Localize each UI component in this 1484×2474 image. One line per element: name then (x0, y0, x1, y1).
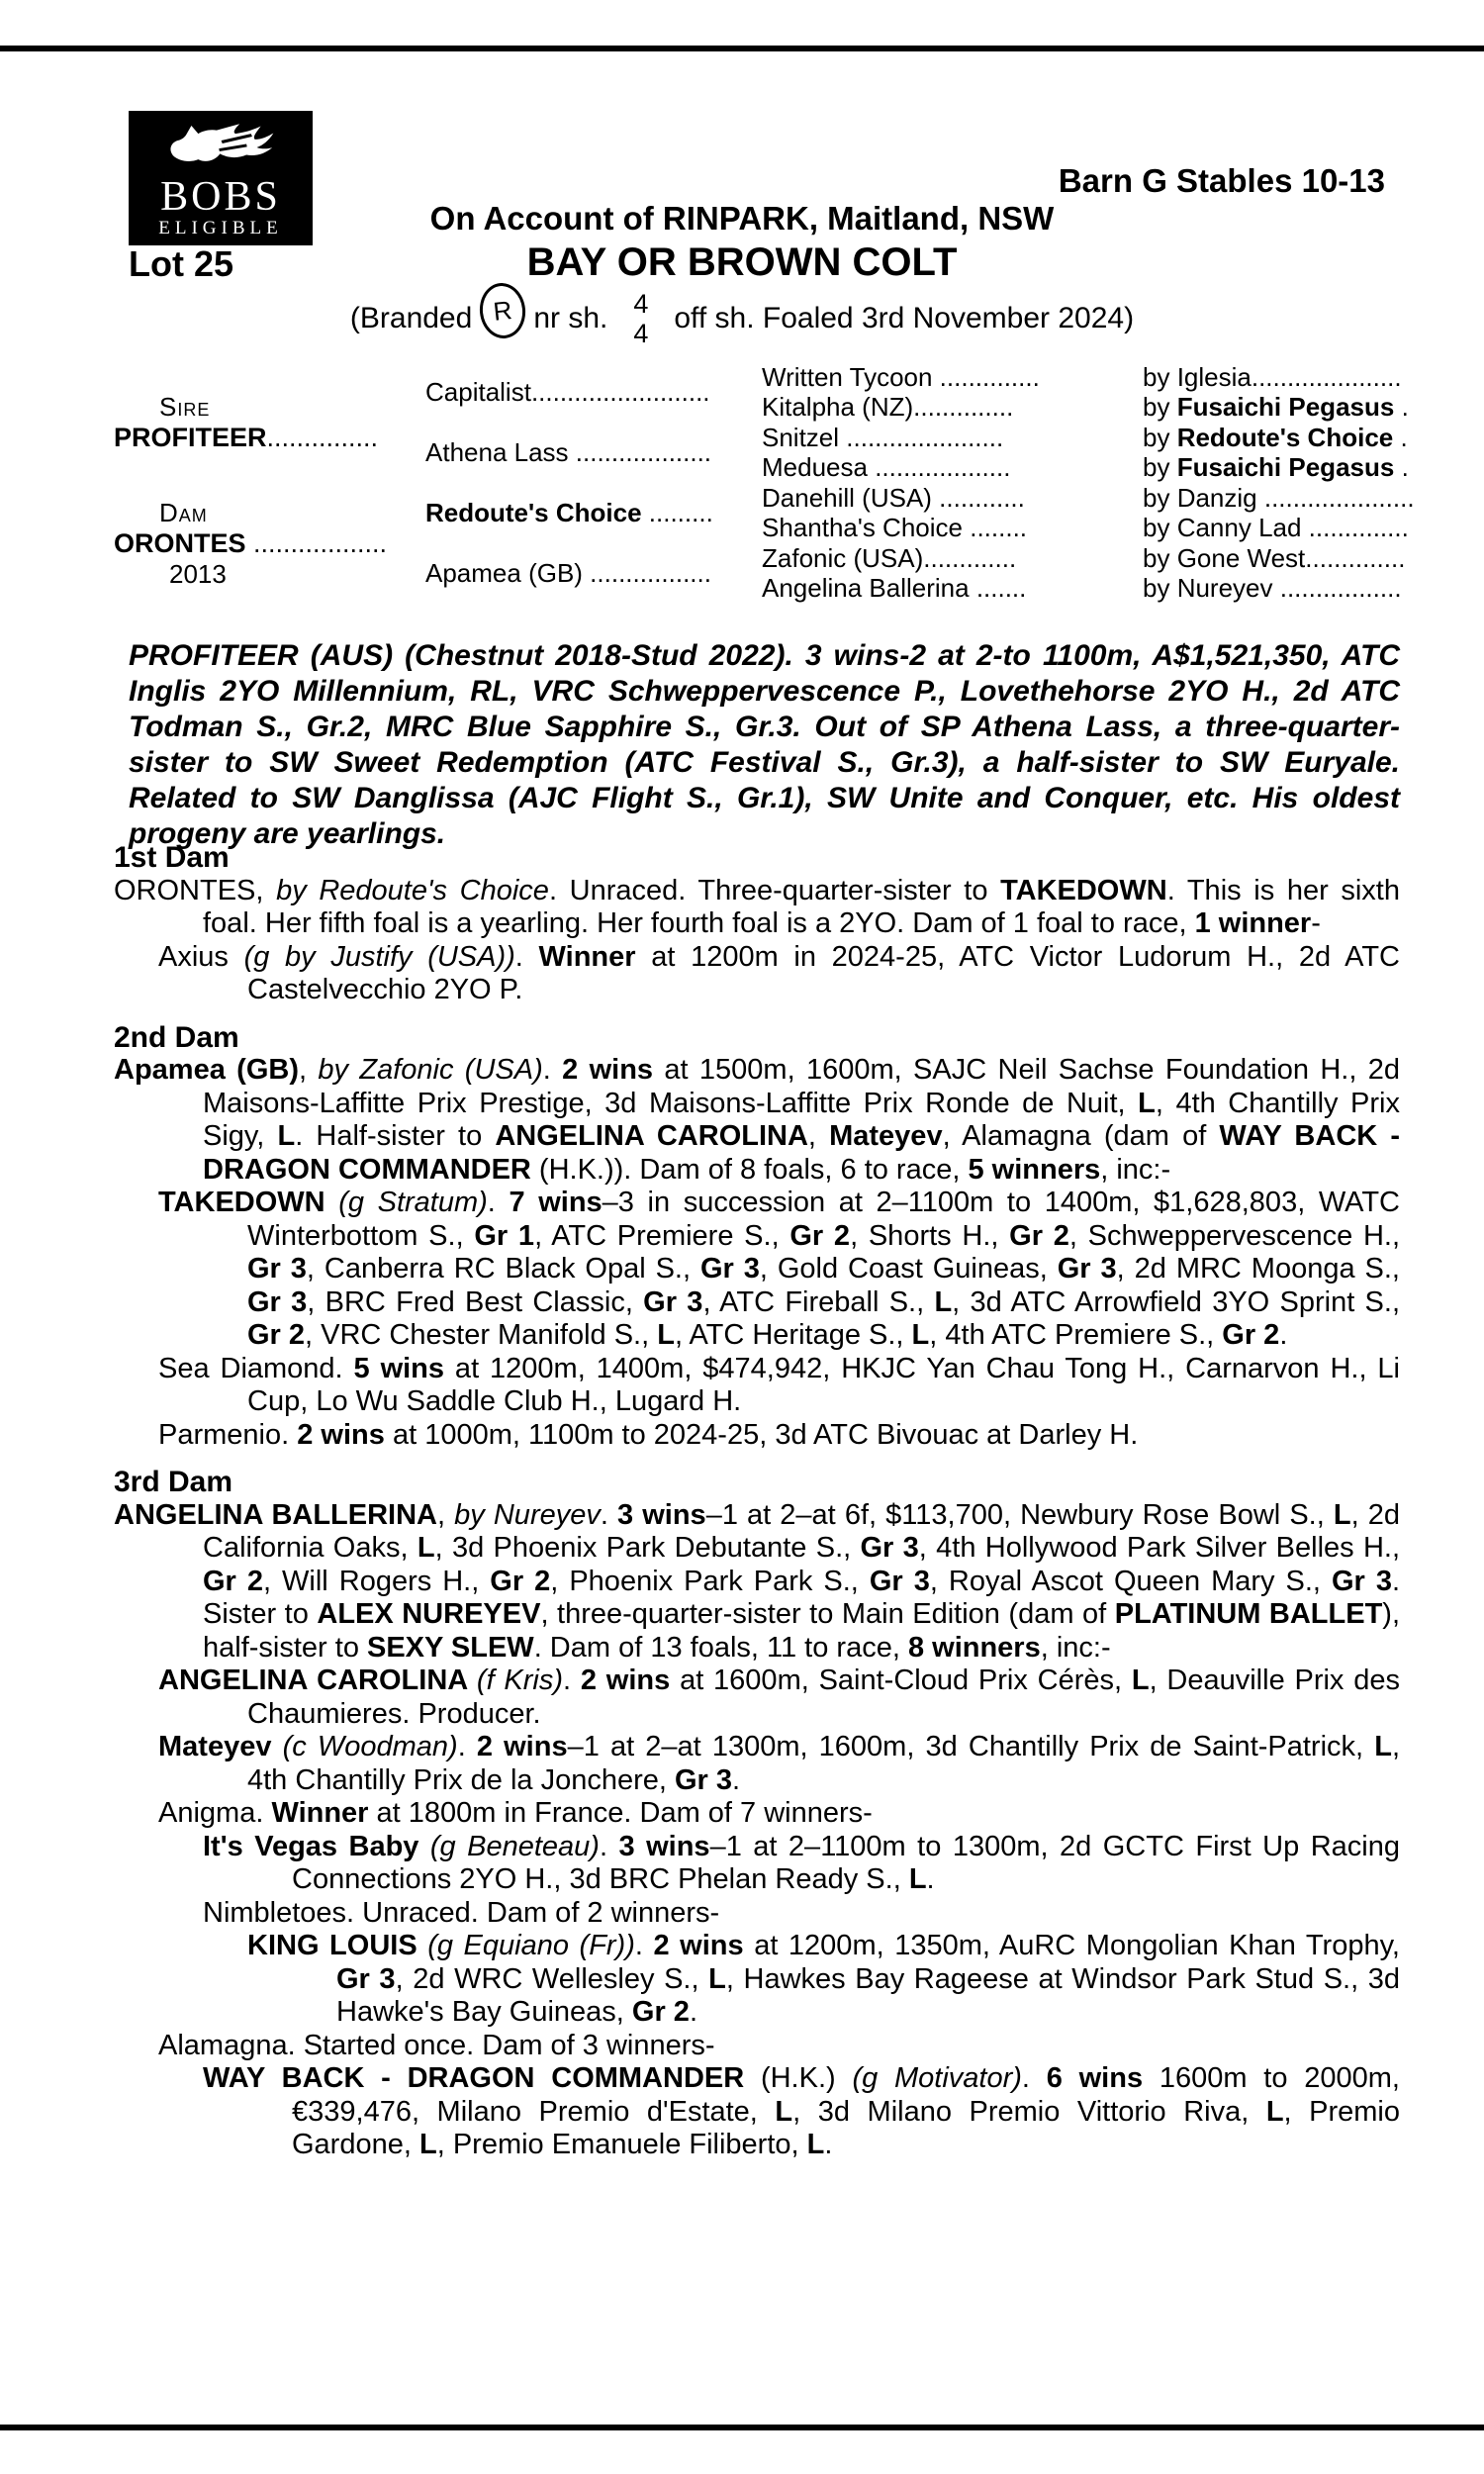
pedigree-gen2-3: Redoute's Choice ......... (425, 498, 713, 527)
section-heading: 1st Dam (114, 841, 230, 874)
pedigree-gen3-sire-4: by Fusaichi Pegasus . (1143, 452, 1409, 483)
barn-info: Barn G Stables 10-13 (1058, 162, 1385, 199)
sire-block (114, 362, 425, 483)
brand-fraction (633, 289, 648, 348)
pedigree-paragraph: Nimbletoes. Unraced. Dam of 2 winners- (203, 1896, 720, 1929)
pedigree-paragraph: Mateyev (c Woodman). 2 wins–1 at 2–at 1300m, 1600m, 3d Chantilly Prix de Saint-Patrick, L, 4th Chantilly Prix de la Jonchere, Gr 3. (158, 1731, 1400, 1796)
branded-line (0, 289, 1484, 348)
pedigree-paragraph: Sea Diamond. 5 wins at 1200m, 1400m, $474,942, HKJC Yan Chau Tong H., Carnarvon H., Li Cup, Lo Wu Saddle Club H., Lugard H. (158, 1352, 1400, 1417)
pedigree-paragraph: Alamagna. Started once. Dam of 3 winners- (158, 2029, 715, 2061)
pedigree-gen3-name-1: Written Tycoon .............. (762, 361, 1040, 392)
dam-block (114, 483, 425, 604)
lot-number: Lot 25 (129, 243, 234, 284)
pedigree-table (114, 361, 1415, 604)
pedigree-paragraph: Anigma. Winner at 1800m in France. Dam of 7 winners- (158, 1797, 873, 1829)
dam-year: 2013 (169, 558, 227, 589)
pedigree-gen3-sire-5: by Danzig ..................... (1143, 482, 1415, 513)
pedigree-gen3-name-4: Meduesa ................... (762, 452, 1011, 483)
sire-label: Sire (159, 392, 211, 422)
pedigree-paragraph: KING LOUIS (g Equiano (Fr)). 2 wins at 1200m, 1350m, AuRC Mongolian Khan Trophy, Gr 3, 2d WRC Wellesley S., L, Hawkes Bay Rageese at Windsor Park Stud S., 3d Hawke's Bay Guineas, Gr 2. (247, 1930, 1400, 2028)
pedigree-gen3-sire-3: by Redoute's Choice . (1143, 422, 1408, 452)
pedigree-gen3-name-3: Snitzel ...................... (762, 422, 1004, 452)
brand-fraction-bottom: 4 (633, 319, 649, 348)
pedigree-gen2-2: Athena Lass ................... (425, 437, 712, 467)
pedigree-paragraph: Apamea (GB), by Zafonic (USA). 2 wins at 1500m, 1600m, SAJC Neil Sachse Foundation H., 2d Maisons-Laffitte Prix Prestige, 3d Maisons-Laffitte Prix Ronde de Nuit, L, 4th Chantilly Prix Sigy, L. Half-sister to ANGELINA CAROLINA, Mateyev, Alamagna (dam of WAY BACK - DRAGON COMMANDER (H.K.)). Dam of 8 foals, 6 to race, 5 winners, inc:- (114, 1054, 1401, 1186)
sire-name: PROFITEER............... (114, 423, 379, 452)
pedigree-gen3-name-8: Angelina Ballerina ....... (762, 573, 1027, 604)
pedigree-gen2-4: Apamea (GB) ................. (425, 558, 711, 588)
pedigree-paragraph: It's Vegas Baby (g Beneteau). 3 wins–1 at 2–1100m to 1300m, 2d GCTC First Up Racing Connections 2YO H., 3d BRC Phelan Ready S., L. (203, 1830, 1400, 1895)
pedigree-gen3-sire-6: by Canny Lad .............. (1143, 513, 1409, 543)
section-heading: 3rd Dam (114, 1466, 233, 1498)
branded-suffix: off sh. Foaled 3rd November 2024) (674, 302, 1135, 334)
pedigree-paragraph: Axius (g by Justify (USA)). Winner at 1200m in 2024-25, ATC Victor Ludorum H., 2d ATC Castelvecchio 2YO P. (158, 940, 1400, 1005)
pedigree-gen3-sire-8: by Nureyev ................. (1143, 573, 1402, 604)
brand-fraction-top: 4 (633, 289, 649, 319)
pedigree-gen3-sire-2: by Fusaichi Pegasus . (1143, 392, 1409, 423)
pedigree-paragraph: TAKEDOWN (g Stratum). 7 wins–3 in succession at 2–1100m to 1400m, $1,628,803, WATC Winterbottom S., Gr 1, ATC Premiere S., Gr 2, Shorts H., Gr 2, Schweppervescence H., Gr 3, Canberra RC Black Opal S., Gr 3, Gold Coast Guineas, Gr 3, 2d MRC Moonga S., Gr 3, BRC Fred Best Classic, Gr 3, ATC Fireball S., L, 3d ATC Arrowfield 3YO Sprint S., Gr 2, VRC Chester Manifold S., L, ATC Heritage S., L, 4th ATC Premiere S., Gr 2. (158, 1187, 1401, 1351)
pedigree-gen3-sire-1: by Iglesia ..................... (1143, 361, 1402, 392)
pedigree-gen3-name-2: Kitalpha (NZ) .............. (762, 392, 1014, 423)
bobs-logo-title: BOBS (160, 174, 281, 220)
pedigree-paragraph: ORONTES, by Redoute's Choice. Unraced. Three-quarter-sister to TAKEDOWN. This is her sixth foal. Her fifth foal is a yearling. Her fourth foal is a 2YO. Dam of 1 foal to race, 1 winner- (114, 874, 1400, 939)
pedigree-paragraph: ANGELINA CAROLINA (f Kris). 2 wins at 1600m, Saint-Cloud Prix Cérès, L, Deauville Prix des Chaumieres. Producer. (158, 1665, 1400, 1730)
pedigree-paragraph: Parmenio. 2 wins at 1000m, 1100m to 2024-25, 3d ATC Bivouac at Darley H. (158, 1418, 1139, 1451)
pedigree-gen3-name-5: Danehill (USA) ............ (762, 482, 1025, 513)
sire-summary: PROFITEER (AUS) (Chestnut 2018-Stud 2022). 3 wins-2 at 2-to 1100m, A$1,521,350, ATC Inglis 2YO Millennium, RL, VRC Schweppervescence P., Lovethehorse 2YO H., 2d ATC Todman S., Gr.2, MRC Blue Sapphire S., Gr.3. Out of SP Athena Lass, a three-quarter-sister to SW Sweet Redemption (ATC Festival S., Gr.3), a half-sister to SW Euryale. Related to SW Danglissa (AJC Flight S., Gr.1), SW Unite and Conquer, etc. His oldest progeny are yearlings. (129, 639, 1400, 850)
pedigree-paragraph: WAY BACK - DRAGON COMMANDER (H.K.) (g Motivator). 6 wins 1600m to 2000m, €339,476, Milano Premio d'Estate, L, 3d Milano Premio Vittorio Riva, L, Premio Gardone, L, Premio Emanuele Filiberto, L. (203, 2062, 1400, 2160)
branded-near-side: nr sh. (533, 302, 608, 334)
pedigree-gen2-1: Capitalist ......................... (425, 377, 710, 407)
page-title: BAY OR BROWN COLT (526, 240, 958, 284)
pedigree-gen3-name-6: Shantha's Choice ........ (762, 513, 1028, 543)
bottom-rule (0, 2425, 1484, 2430)
top-rule (0, 46, 1484, 51)
pedigree-gen3-name-7: Zafonic (USA) ............. (762, 542, 1017, 573)
pedigree-gen3-sire-7: by Gone West .............. (1143, 542, 1406, 573)
bobs-logo-subtitle: ELIGIBLE (158, 218, 283, 238)
account-line: On Account of RINPARK, Maitland, NSW (429, 200, 1055, 237)
horse-head-icon (145, 117, 296, 176)
dam-label: Dam (159, 497, 208, 527)
pedigree-paragraph: ANGELINA BALLERINA, by Nureyev. 3 wins–1 at 2–at 6f, $113,700, Newbury Rose Bowl S., L, 2d California Oaks, L, 3d Phoenix Park Debutante S., Gr 3, 4th Hollywood Park Silver Belles H., Gr 2, Will Rogers H., Gr 2, Phoenix Park Park S., Gr 3, Royal Ascot Queen Mary S., Gr 3. Sister to ALEX NUREYEV, three-quarter-sister to Main Edition (dam of PLATINUM BALLET), half-sister to SEXY SLEW. Dam of 13 foals, 11 to race, 8 winners, inc:- (114, 1498, 1401, 1664)
section-heading: 2nd Dam (114, 1020, 239, 1054)
dam-sections (114, 841, 1400, 2162)
dam-name: ORONTES .................. (114, 527, 388, 558)
branded-prefix: (Branded (349, 302, 473, 334)
brand-symbol-icon: R (478, 281, 529, 341)
